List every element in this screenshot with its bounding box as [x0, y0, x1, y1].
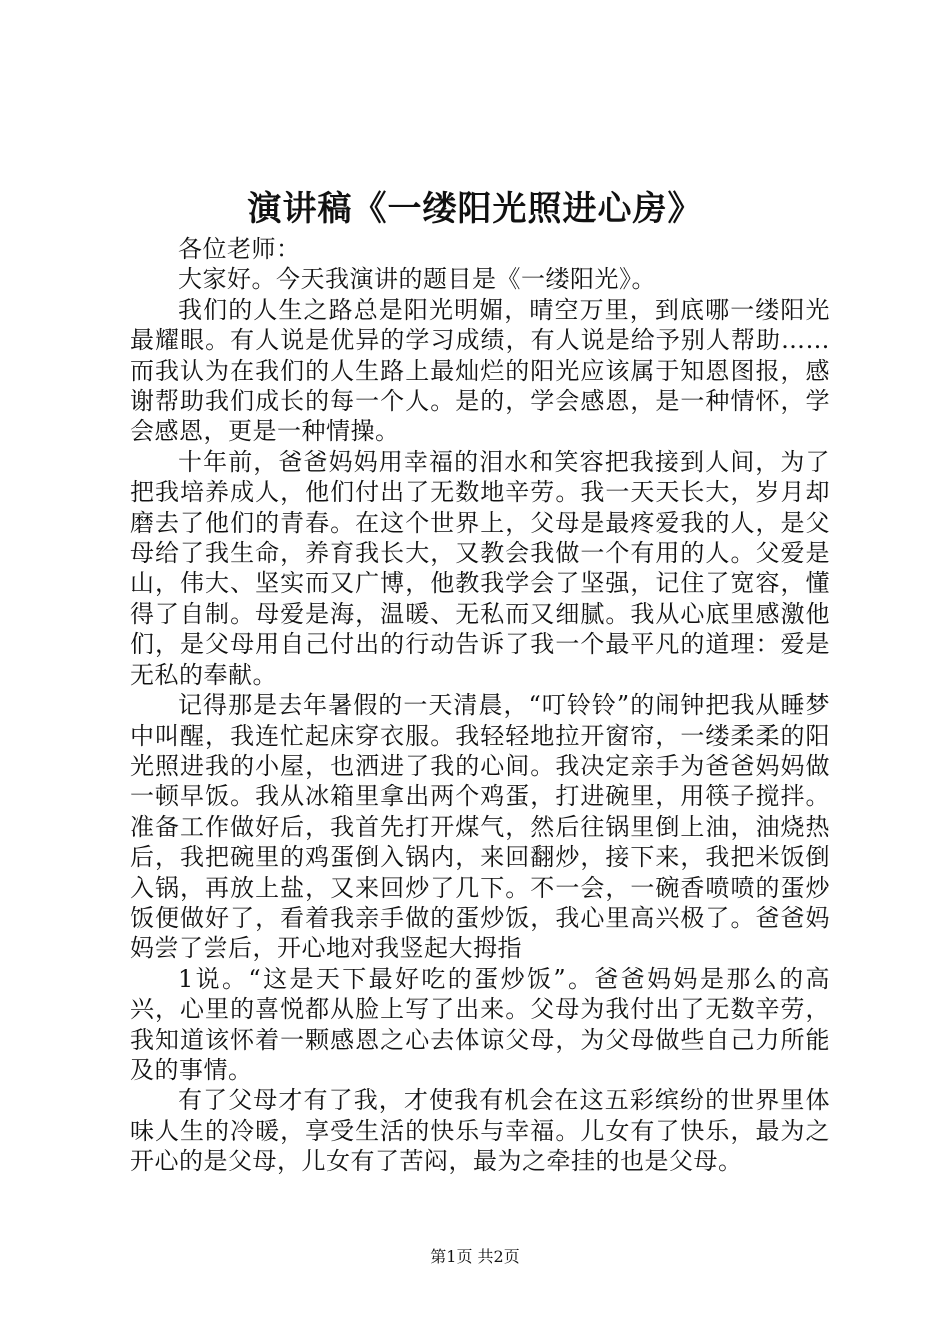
body-paragraph-5: 有了父母才有了我，才使我有机会在这五彩缤纷的世界里体味人生的冷暖，享受生活的快乐与幸福。儿女有了快乐，最为之开心的是父母，儿女有了苦闷，最为之牵挂的也是父母。: [130, 1086, 830, 1176]
body-paragraph-4: 1说。“这是天下最好吃的蛋炒饭”。爸爸妈妈是那么的高兴，心里的喜悦都从脸上写了出来。父母为我付出了无数辛劳，我知道该怀着一颗感恩之心去体谅父母，为父母做些自己力所能及的事情。: [130, 964, 830, 1084]
body-paragraph-2: 十年前，爸爸妈妈用幸福的泪水和笑容把我接到人间，为了把我培养成人，他们付出了无数地辛劳。我一天天长大，岁月却磨去了他们的青春。在这个世界上，父母是最疼爱我的人，是父母给了我生命，养育我长大，又教会我做一个有用的人。父爱是山，伟大、坚实而又广博，他教我学会了坚强，记住了宽容，懂得了自制。母爱是海，温暖、无私而又细腻。我从心底里感激他们，是父母用自己付出的行动告诉了我一个最平凡的道理：爱是无私的奉献。: [130, 447, 830, 689]
body-paragraph-3: 记得那是去年暑假的一天清晨，“叮铃铃”的闹钟把我从睡梦中叫醒，我连忙起床穿衣服。我轻轻地拉开窗帘，一缕柔柔的阳光照进我的小屋，也洒进了我的心间。我决定亲手为爸爸妈妈做一顿早饭。我从冰箱里拿出两个鸡蛋，打进碗里，用筷子搅拌。准备工作做好后，我首先打开煤气，然后往锅里倒上油，油烧热后，我把碗里的鸡蛋倒入锅内，来回翻炒，接下来，我把米饭倒入锅，再放上盐，又来回炒了几下。不一会，一碗香喷喷的蛋炒饭便做好了，看着我亲手做的蛋炒饭，我心里高兴极了。爸爸妈妈尝了尝后，开心地对我竖起大拇指: [130, 691, 830, 963]
page-footer: 第1页 共2页: [430, 1247, 520, 1266]
salutation-paragraph: 各位老师：: [178, 235, 301, 263]
document-title: 演讲稿《一缕阳光照进心房》: [247, 189, 703, 229]
document-body: [130, 234, 830, 1177]
body-paragraph-1: 我们的人生之路总是阳光明媚，晴空万里，到底哪一缕阳光最耀眼。有人说是优异的学习成绩，有人说是给予别人帮助……而我认为在我们的人生路上最灿烂的阳光应该属于知恩图报，感谢帮助我们成长的每一个人。是的，学会感恩，是一种情怀，学会感恩，更是一种情操。: [130, 295, 830, 446]
greeting-paragraph: 大家好。今天我演讲的题目是《一缕阳光》。: [178, 265, 656, 294]
